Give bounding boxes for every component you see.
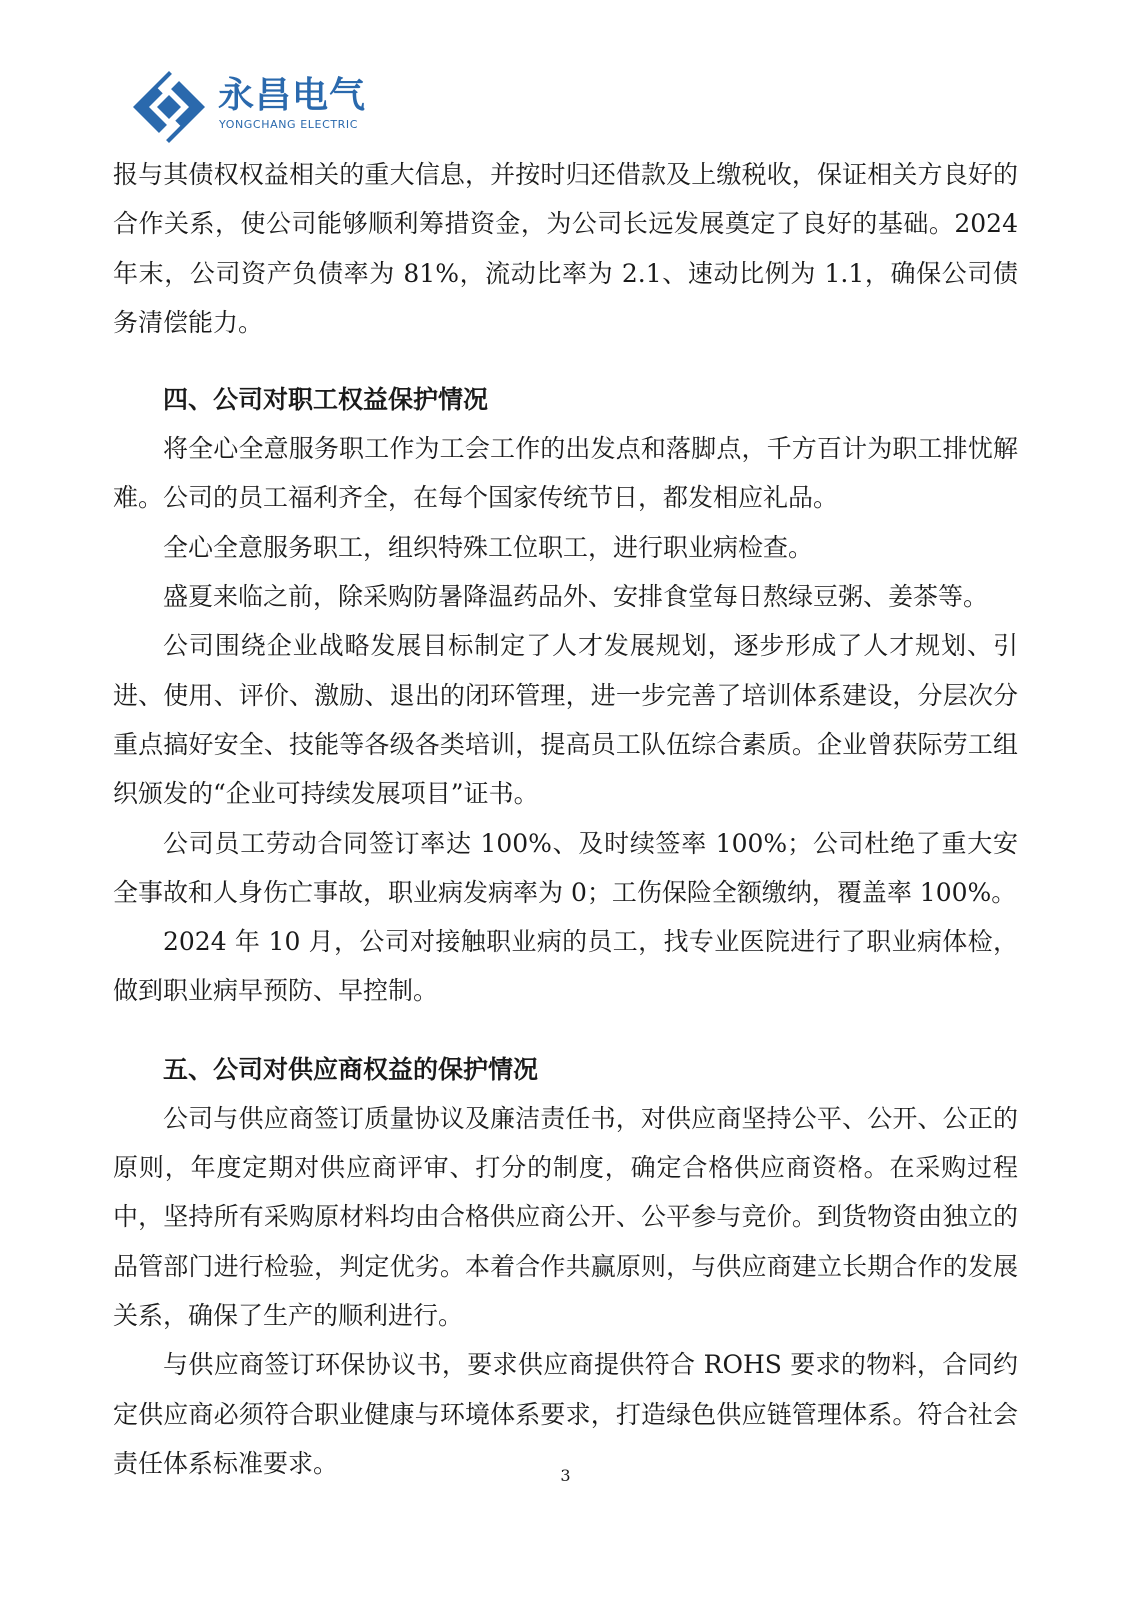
paragraph: 公司围绕企业战略发展目标制定了人才发展规划，逐步形成了人才规划、引进、使用、评价、激励、退出的闭环管理，进一步完善了培训体系建设，分层次分重点搞好安全、技能等各级各类培训，提高员工队伍综合素质。企业曾获际劳工组织颁发的“企业可持续发展项目”证书。	[113, 631, 1018, 809]
page-number: 3	[560, 1466, 571, 1485]
paragraph: 报与其债权权益相关的重大信息，并按时归还借款及上缴税收，保证相关方良好的合作关系，使公司能够顺利筹措资金，为公司长远发展奠定了良好的基础。2024 年末，公司资产负债率为 81%，流动比率为 2.1、速动比例为 1.1，确保公司债务清偿能力。	[113, 160, 1018, 337]
paragraph: 公司与供应商签订质量协议及廉洁责任书，对供应商坚持公平、公开、公正的原则，年度定期对供应商评审、打分的制度，确定合格供应商资格。在采购过程中，坚持所有采购原材料均由合格供应商公开、公平参与竞价。到货物资由独立的品管部门进行检验，判定优劣。本着合作共赢原则，与供应商建立长期合作的发展关系，确保了生产的顺利进行。	[113, 1103, 1018, 1330]
company-logo	[118, 68, 378, 146]
paragraph: 全心全意服务职工，组织特殊工位职工，进行职业病检查。	[163, 532, 814, 562]
logo-company-name: 永昌电气	[218, 75, 367, 116]
section-spacer	[113, 1016, 1018, 1045]
paragraph: 公司员工劳动合同签订率达 100%、及时续签率 100%；公司杜绝了重大安全事故和人身伤亡事故，职业病发病率为 0；工伤保险全额缴纳，覆盖率 100%。	[113, 828, 1018, 907]
paragraph: 将全心全意服务职工作为工会工作的出发点和落脚点，千方百计为职工排忧解难。公司的员工福利齐全，在每个国家传统节日，都发相应礼品。	[113, 434, 1018, 513]
section-heading: 五、公司对供应商权益的保护情况	[163, 1054, 539, 1084]
paragraph: 盛夏来临之前，除采购防暑降温药品外、安排食堂每日熬绿豆粥、姜茶等。	[163, 582, 989, 612]
paragraph: 2024 年 10 月，公司对接触职业病的员工，找专业医院进行了职业病体检，做到职业病早预防、早控制。	[113, 927, 1018, 1006]
logo-company-name-en: YONGCHANG ELECTRIC	[219, 118, 359, 131]
paragraph: 与供应商签订环保协议书，要求供应商提供符合 ROHS 要求的物料，合同约定供应商必须符合职业健康与环境体系要求，打造绿色供应链管理体系。符合社会责任体系标准要求。	[113, 1350, 1018, 1478]
section-spacer	[113, 347, 1018, 375]
document-body	[113, 150, 1018, 1488]
section-heading: 四、公司对职工权益保护情况	[163, 385, 489, 415]
logo-mark-icon	[133, 71, 205, 143]
